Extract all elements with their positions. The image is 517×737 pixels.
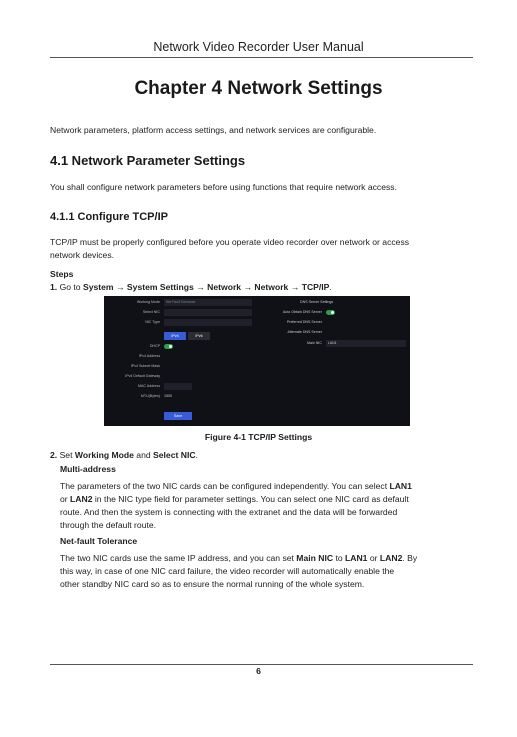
header-divider [50,57,473,58]
figure-select-nic-value [164,309,252,316]
intro-paragraph: Network parameters, platform access settings, and network services are configurable. [50,125,377,135]
figure-dhcp-toggle [164,344,173,349]
figure-tab-ipv6: IPv6 [188,332,210,340]
multi-address-l1-lan1: LAN1 [389,481,412,491]
net-fault-line2: this way, in case of one NIC card failure, the video recorder will automatically enable the [60,566,395,576]
net-fault-l1-lan2: LAN2 [379,553,403,563]
net-fault-line1 [60,552,480,565]
net-fault-line3: other standby NIC card so as to ensure the normal running of the whole system. [60,579,365,589]
step-1-path: System → System Settings → Network → Network → TCP/IP [82,282,330,292]
figure-nic-type-value [164,319,252,326]
section-4-1-1-line2: network devices. [50,250,115,260]
multi-address-l2-or: or [60,494,68,504]
net-fault-l1-to: to [335,553,343,563]
step-2-post: . [195,450,198,460]
figure-dns-title: DNS Server Settings [300,300,334,304]
step-1-post: . [329,282,332,292]
figure-label-nic-type: NIC Type [145,320,160,324]
step-1-pre: Go to [59,282,81,292]
figure-label-main-nic: Main NIC [307,341,322,345]
section-4-1-1-line1: TCP/IP must be properly configured before you operate video recorder over network or access [50,237,410,247]
page-number: 6 [256,666,261,676]
tcpip-settings-figure [104,296,410,426]
step-2-pre: Set [59,450,73,460]
section-heading-4-1: 4.1 Network Parameter Settings [50,153,246,168]
multi-address-l2-text: in the NIC type field for parameter settings. You can select one NIC card as default [94,494,409,504]
step-1 [50,281,475,294]
step-2-number: 2. [50,450,58,460]
figure-label-ipv4-address: IPv4 Address [138,354,160,358]
figure-working-mode-value: Net Fault Tolerance [164,299,252,306]
section-heading-4-1-1: 4.1.1 Configure TCP/IP [50,211,168,223]
figure-label-auto-dns: Auto Obtain DNS Server [282,310,322,314]
figure-label-alternate-dns: Alternate DNS Server [287,330,322,334]
net-fault-heading: Net-fault Tolerance [60,536,138,546]
step-1-number: 1. [50,282,58,292]
multi-address-l1-text: The parameters of the two NIC cards can be configured independently. You can select [60,481,388,491]
chapter-title: Chapter 4 Network Settings [134,78,383,99]
steps-label: Steps [50,269,74,279]
net-fault-l1-lan1: LAN1 [345,553,368,563]
net-fault-l1-or: or [369,553,378,563]
multi-address-line1 [60,480,480,493]
figure-label-mtu: MTU(Bytes) [140,394,160,398]
net-fault-l1-main-nic: Main NIC [296,553,334,563]
figure-save-button: Save [164,412,192,420]
figure-label-working-mode: Working Mode [136,300,160,304]
step-2-working-mode: Working Mode [74,450,134,460]
figure-label-ipv4-subnet: IPv4 Subnet Mask [130,364,160,368]
multi-address-line4: through the default route. [60,520,157,530]
figure-mtu-value: 1500 [164,394,172,398]
multi-address-line2 [60,493,480,506]
figure-auto-dns-toggle [326,310,335,315]
running-header: Network Video Recorder User Manual [153,40,364,54]
figure-caption: Figure 4-1 TCP/IP Settings [204,432,313,442]
multi-address-l2-lan2: LAN2 [70,494,93,504]
section-4-1-text: You shall configure network parameters before using functions that require network access. [50,182,397,192]
multi-address-heading: Multi-address [60,464,116,474]
net-fault-l1-end: . By [402,553,418,563]
figure-mac-value [164,383,192,390]
footer-divider [50,664,473,665]
step-2-select-nic: Select NIC [153,450,196,460]
step-2 [50,449,475,462]
figure-label-ipv4-gateway: IPv4 Default Gateway [125,374,160,378]
figure-tab-ipv4: IPv4 [164,332,186,340]
figure-label-preferred-dns: Preferred DNS Server [286,320,322,324]
figure-label-mac: MAC Address [138,384,160,388]
figure-label-dhcp: DHCP [149,344,160,348]
step-2-mid: and [136,450,151,460]
figure-label-select-nic: Select NIC [142,310,160,314]
net-fault-l1-text: The two NIC cards use the same IP address, and you can set [60,553,294,563]
figure-main-nic-value: LAN1 [326,340,406,347]
multi-address-line3: route. And then the system is connecting with the extranet and the data will be forwarded [60,507,398,517]
